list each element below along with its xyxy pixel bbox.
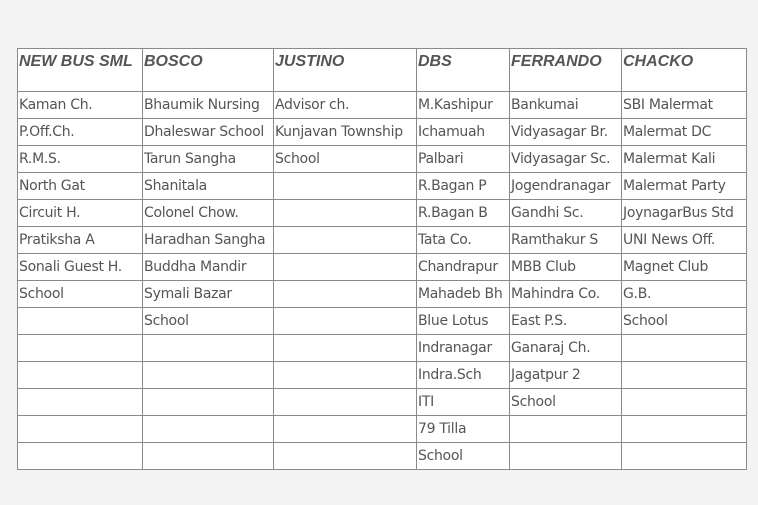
table-cell [274, 227, 417, 254]
table-cell: School [18, 281, 143, 308]
table-cell [143, 443, 274, 470]
table-cell: Jagatpur 2 [510, 362, 622, 389]
table-cell [143, 389, 274, 416]
table-cell: Shanitala [143, 173, 274, 200]
table-row [18, 173, 747, 200]
table-cell: Colonel Chow. [143, 200, 274, 227]
table-cell [510, 416, 622, 443]
table-cell [18, 362, 143, 389]
table-row [18, 92, 747, 119]
table-row [18, 362, 747, 389]
table-cell: Circuit H. [18, 200, 143, 227]
table-row [18, 254, 747, 281]
table-cell: Bankumai [510, 92, 622, 119]
table-body [18, 92, 747, 470]
bus-route-table [17, 48, 747, 470]
table-cell: Tata Co. [417, 227, 510, 254]
table-cell: School [510, 389, 622, 416]
table-cell: Malermat Kali [622, 146, 747, 173]
table-cell: M.Kashipur [417, 92, 510, 119]
table-cell: Malermat Party [622, 173, 747, 200]
table-cell [274, 200, 417, 227]
table-cell [274, 335, 417, 362]
table-cell [622, 443, 747, 470]
table-cell: R.Bagan B [417, 200, 510, 227]
table-cell: School [417, 443, 510, 470]
table-cell: Bhaumik Nursing [143, 92, 274, 119]
table-cell: Sonali Guest H. [18, 254, 143, 281]
table-cell: East P.S. [510, 308, 622, 335]
table-row [18, 389, 747, 416]
table-cell [143, 362, 274, 389]
table-cell [274, 173, 417, 200]
table-row [18, 308, 747, 335]
table-row [18, 227, 747, 254]
table-cell: Indra.Sch [417, 362, 510, 389]
table-cell [622, 362, 747, 389]
column-header: BOSCO [143, 49, 274, 92]
table-cell: School [622, 308, 747, 335]
table-cell: MBB Club [510, 254, 622, 281]
table-cell [622, 416, 747, 443]
table-cell: Malermat DC [622, 119, 747, 146]
table-cell: Chandrapur [417, 254, 510, 281]
column-header: NEW BUS SML [18, 49, 143, 92]
table-cell [510, 443, 622, 470]
column-header: FERRANDO [510, 49, 622, 92]
table-cell: Symali Bazar [143, 281, 274, 308]
table-cell: North Gat [18, 173, 143, 200]
table-cell [18, 416, 143, 443]
table-row [18, 443, 747, 470]
table-cell [18, 308, 143, 335]
table-cell [274, 281, 417, 308]
column-header: CHACKO [622, 49, 747, 92]
table-cell: G.B. [622, 281, 747, 308]
table-cell: Kunjavan Township [274, 119, 417, 146]
table-cell [274, 308, 417, 335]
table-cell: Tarun Sangha [143, 146, 274, 173]
table-row [18, 335, 747, 362]
table-cell [274, 416, 417, 443]
table-cell: Ichamuah [417, 119, 510, 146]
table-cell: Mahadeb Bh [417, 281, 510, 308]
table-cell: School [274, 146, 417, 173]
table-cell [143, 416, 274, 443]
table-cell [622, 335, 747, 362]
table-row [18, 281, 747, 308]
table-cell [274, 362, 417, 389]
table-cell [274, 443, 417, 470]
table-cell [18, 443, 143, 470]
table-cell: Palbari [417, 146, 510, 173]
table-cell [143, 335, 274, 362]
table-cell: UNI News Off. [622, 227, 747, 254]
table-cell [18, 335, 143, 362]
table-cell [622, 389, 747, 416]
table-cell: Ganaraj Ch. [510, 335, 622, 362]
table-cell: Buddha Mandir [143, 254, 274, 281]
table-cell: R.Bagan P [417, 173, 510, 200]
table-cell: School [143, 308, 274, 335]
table-cell: Haradhan Sangha [143, 227, 274, 254]
table-cell: P.Off.Ch. [18, 119, 143, 146]
table-cell [274, 389, 417, 416]
table-cell: Blue Lotus [417, 308, 510, 335]
column-header: JUSTINO [274, 49, 417, 92]
table-cell: 79 Tilla [417, 416, 510, 443]
table-cell: ITI [417, 389, 510, 416]
table-cell: Advisor ch. [274, 92, 417, 119]
table-cell: Dhaleswar School [143, 119, 274, 146]
table-cell [18, 389, 143, 416]
table-cell: JoynagarBus Std [622, 200, 747, 227]
table-cell: Vidyasagar Sc. [510, 146, 622, 173]
table-row [18, 146, 747, 173]
table-cell: Magnet Club [622, 254, 747, 281]
table-row [18, 416, 747, 443]
table-cell: Vidyasagar Br. [510, 119, 622, 146]
table-cell: Mahindra Co. [510, 281, 622, 308]
table-cell: Kaman Ch. [18, 92, 143, 119]
table-cell: Gandhi Sc. [510, 200, 622, 227]
table-cell: Jogendranagar [510, 173, 622, 200]
table-row [18, 119, 747, 146]
table-cell [274, 254, 417, 281]
table-cell: SBI Malermat [622, 92, 747, 119]
table-cell: Pratiksha A [18, 227, 143, 254]
table-cell: R.M.S. [18, 146, 143, 173]
column-header: DBS [417, 49, 510, 92]
table-cell: Indranagar [417, 335, 510, 362]
table-row [18, 200, 747, 227]
header-row [18, 49, 747, 92]
table-cell: Ramthakur S [510, 227, 622, 254]
